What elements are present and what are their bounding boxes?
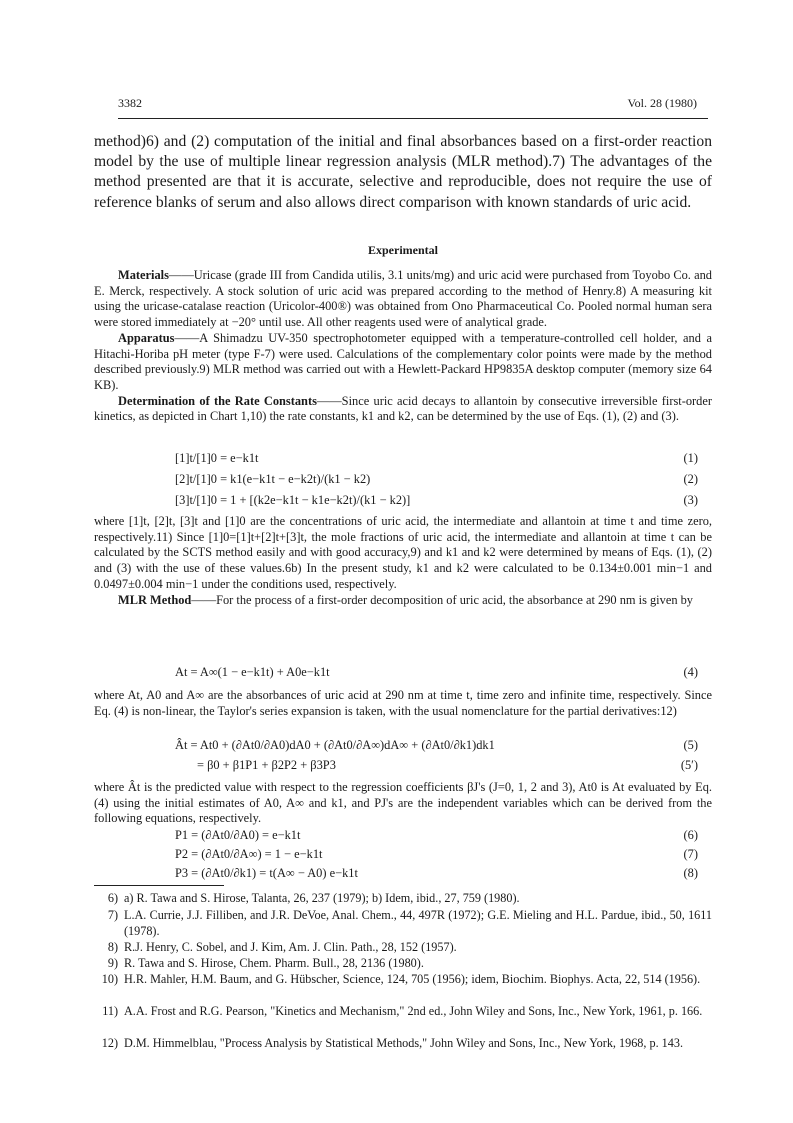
- equation-5-prime-number: (5′): [680, 758, 698, 772]
- mlr-paragraph: [94, 593, 712, 609]
- apparatus-paragraph: [94, 331, 712, 394]
- equation-7: P2 = (∂At0/∂A∞) = 1 − e−k1t: [175, 847, 323, 861]
- footnote-number: 11): [102, 1004, 118, 1018]
- footnote-number: 9): [107, 956, 118, 970]
- footnote-6: [94, 891, 712, 907]
- footnote-7: [94, 908, 712, 940]
- equation-5-number: (5): [683, 738, 698, 752]
- volume-info: Vol. 28 (1980): [627, 96, 697, 110]
- materials-text: ——Uricase (grade III from Candida utilis, 3.1 units/mg) and uric acid were purchased from Toyobo Co. and E. Merck, respectively. A stock solution of uric acid was prepared according to the method of Henry.8) A measuring kit using the uricase-catalase reaction (Uricolor-400®) was obtained from Ono Pharmaceutical Co. Pooled normal human sera were stored immediately at −20° until use. All other reagents used were of analytical grade.: [94, 268, 712, 330]
- body-block-1: [94, 268, 712, 425]
- rate-after-paragraph: where [1]t, [2]t, [3]t and [1]0 are the concentrations of uric acid, the intermediate and allantoin at time t and time zero, respectively.11) Since [1]0=[1]t+[2]t+[3]t, the mole fractions of uric acid, the intermediate and allantoin at time t can be calculated by the SCTS method easily and with good accuracy,9) and k1 and k2 were determined by means of Eqs. (1), (2) and (3) with the use of these values.6b) In the present study, k1 and k2 were calculated to be 0.134±0.001 min−1 and 0.0497±0.004 min−1 under the conditions used, respectively.: [94, 514, 712, 591]
- footnote-rule: [94, 885, 224, 886]
- equation-7-number: (7): [683, 847, 698, 861]
- body-block-2: [94, 514, 712, 608]
- footnote-text: R. Tawa and S. Hirose, Chem. Pharm. Bull., 28, 2136 (1980).: [124, 956, 424, 970]
- equation-8-number: (8): [683, 866, 698, 880]
- footnote-number: 7): [107, 908, 118, 922]
- materials-paragraph: [94, 268, 712, 331]
- apparatus-label: Apparatus: [118, 330, 175, 345]
- equation-4-number: (4): [683, 665, 698, 679]
- body-block-4: [94, 780, 712, 827]
- page-number: 3382: [118, 96, 142, 110]
- equation-2: [2]t/[1]0 = k1(e−k1t − e−k2t)/(k1 − k2): [175, 472, 371, 486]
- footnote-10: [94, 972, 712, 1004]
- equation-4: At = A∞(1 − e−k1t) + A0e−k1t: [175, 665, 330, 679]
- footnote-text: R.J. Henry, C. Sobel, and J. Kim, Am. J. Clin. Path., 28, 152 (1957).: [124, 940, 457, 954]
- apparatus-text: ——A Shimadzu UV-350 spectrophotometer equipped with a temperature-controlled cell holder, and a Hitachi-Horiba pH meter (type F-7) were used. Calculations of the complementary color points were made by the method described previously.9) MLR method was carried out with a Hewlett-Packard HP9835A desktop computer (memory size 64 KB).: [94, 330, 712, 392]
- equation-3: [3]t/[1]0 = 1 + [(k2e−k1t − k1e−k2t)/(k1 − k2)]: [175, 493, 411, 507]
- section-heading: Experimental: [368, 243, 438, 257]
- footnote-number: 10): [101, 972, 118, 986]
- materials-label: Materials: [118, 268, 169, 282]
- equation-2-number: (2): [683, 472, 698, 486]
- footnote-8: [94, 940, 712, 956]
- footnote-text: L.A. Currie, J.J. Filliben, and J.R. DeVoe, Anal. Chem., 44, 497R (1972); G.E. Mieling and H.L. Pardue, ibid., 50, 1611 (1978).: [124, 908, 712, 938]
- equation-8: P3 = (∂At0/∂k1) = t(A∞ − A0) e−k1t: [175, 866, 358, 880]
- footnote-11: [94, 1004, 712, 1036]
- mlr-text: ——For the process of a first-order decomposition of uric acid, the absorbance at 290 nm is given by: [191, 592, 693, 607]
- rate-paragraph: [94, 394, 712, 425]
- rate-text: ——Since uric acid decays to allantoin by consecutive irreversible first-order kinetics, as depicted in Chart 1,10) the rate constants, k1 and k2, can be determined by the use of Eqs. (1), (2) and (3).: [94, 393, 712, 424]
- body-block-3: [94, 688, 712, 719]
- footnote-number: 6): [107, 891, 118, 905]
- mlr-after-paragraph: where At, A0 and A∞ are the absorbances of uric acid at 290 nm at time t, time zero and infinite time, respectively. Since Eq. (4) is non-linear, the Taylor's series expansion is taken, with the usual nomenclature for the partial derivatives:12): [94, 688, 712, 718]
- footnote-text: D.M. Himmelblau, "Process Analysis by Statistical Methods," John Wiley and Sons, Inc., New York, 1968, p. 143.: [124, 1036, 684, 1050]
- footnote-number: 12): [101, 1036, 118, 1050]
- equation-1-number: (1): [683, 451, 698, 465]
- equation-3-number: (3): [683, 493, 698, 507]
- footnote-9: [94, 956, 712, 972]
- footnote-number: 8): [107, 940, 118, 954]
- header-rule: [118, 118, 708, 119]
- intro-paragraph: method)6) and (2) computation of the initial and final absorbances based on a first-order reaction model by the use of multiple linear regression analysis (MLR method).7) The advantages of the method presented are that it is accurate, selective and reproducible, does not require the use of reference blanks of serum and also allows direct comparison with known standards of uric acid.: [94, 133, 712, 211]
- equation-6-number: (6): [683, 828, 698, 842]
- equation-5: Ât = At0 + (∂At0/∂A0)dA0 + (∂At0/∂A∞)dA∞ + (∂At0/∂k1)dk1: [175, 738, 495, 752]
- mlr-label: MLR Method: [118, 592, 192, 607]
- footnote-text: H.R. Mahler, H.M. Baum, and G. Hübscher, Science, 124, 705 (1956); idem, Biochim. Biophys. Acta, 22, 514 (1956).: [124, 972, 701, 986]
- equation-5-prime: = β0 + β1P1 + β2P2 + β3P3: [197, 758, 336, 772]
- equation-1: [1]t/[1]0 = e−k1t: [175, 451, 259, 465]
- footnote-text: a) R. Tawa and S. Hirose, Talanta, 26, 237 (1979); b) Idem, ibid., 27, 759 (1980).: [124, 891, 520, 905]
- taylor-after-paragraph: where Ât is the predicted value with respect to the regression coefficients βJ's (J=0, 1, 2 and 3), At0 is At evaluated by Eq. (4) using the initial estimates of A0, A∞ and k1, and PJ's are the independent variables which can be derived from the following equations, respectively.: [94, 780, 712, 826]
- rate-label: Determination of the Rate Constants: [118, 393, 317, 408]
- equation-6: P1 = (∂At0/∂A0) = e−k1t: [175, 828, 301, 842]
- footnote-text: A.A. Frost and R.G. Pearson, "Kinetics and Mechanism," 2nd ed., John Wiley and Sons, Inc., New York, 1961, p. 166.: [124, 1004, 703, 1018]
- footnote-12: [94, 1036, 712, 1068]
